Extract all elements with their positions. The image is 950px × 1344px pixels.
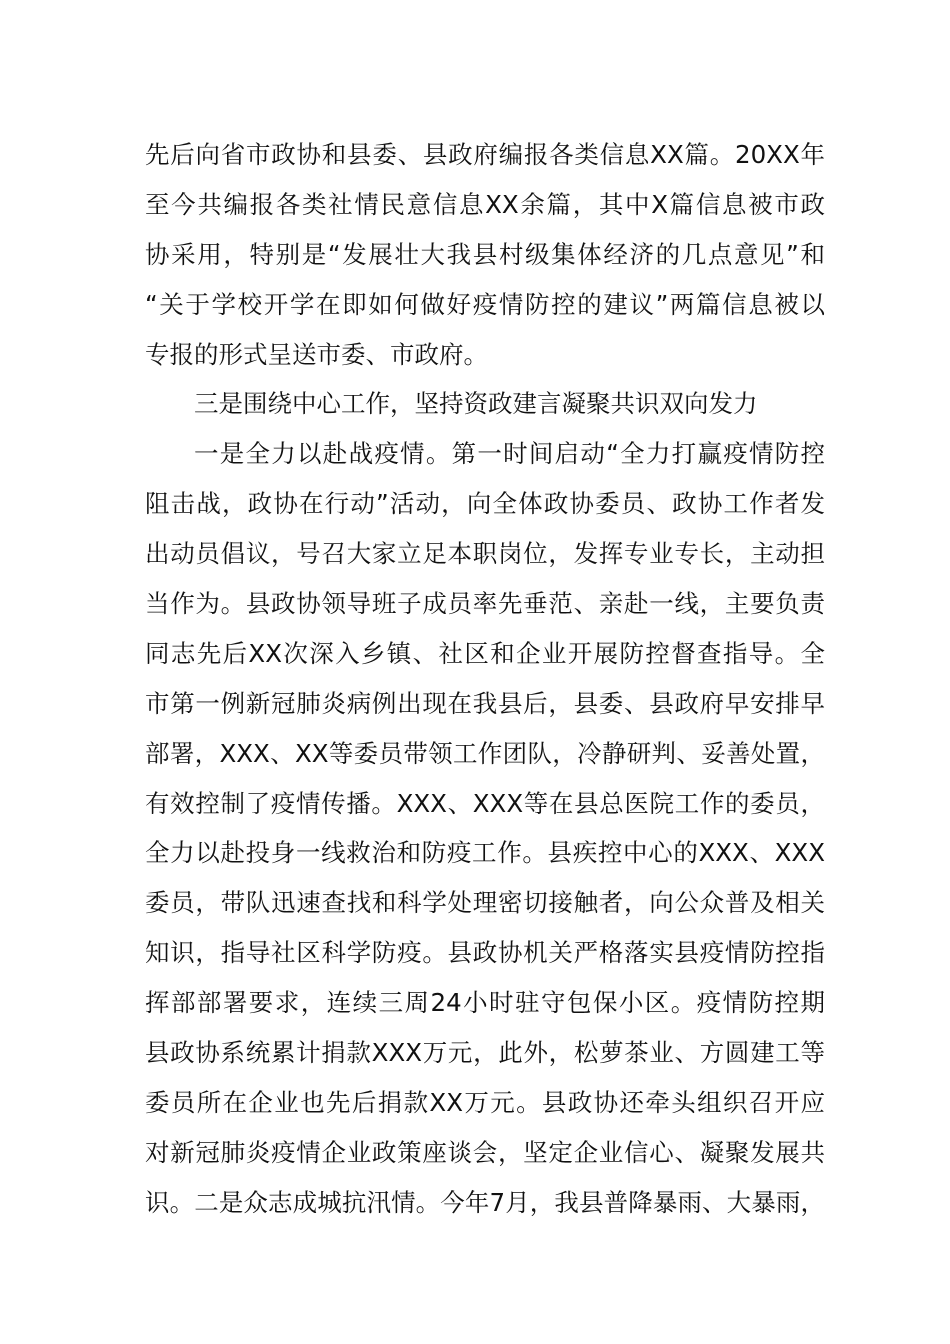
paragraph-line: 委员，带队迅速查找和科学处理密切接触者，向公众普及相关 bbox=[145, 888, 825, 918]
paragraph-line: 委员所在企业也先后捐款XX万元。县政协还牵头组织召开应 bbox=[145, 1087, 825, 1117]
paragraph-line: 同志先后XX次深入乡镇、社区和企业开展防控督查指导。全 bbox=[145, 638, 825, 668]
paragraph-line: 识。二是众志成城抗汛情。今年7月，我县普降暴雨、大暴雨， bbox=[145, 1187, 825, 1217]
paragraph-line: 对新冠肺炎疫情企业政策座谈会，坚定企业信心、凝聚发展共 bbox=[145, 1137, 825, 1167]
body-text bbox=[145, 130, 825, 1228]
paragraph-line: 知识，指导社区科学防疫。县政协机关严格落实县疫情防控指 bbox=[145, 938, 825, 968]
paragraph-line: 当作为。县政协领导班子成员率先垂范、亲赴一线，主要负责 bbox=[145, 589, 825, 619]
paragraph-line: 协采用，特别是“发展壮大我县村级集体经济的几点意见”和 bbox=[145, 239, 825, 269]
paragraph-line: 阻击战，政协在行动”活动，向全体政协委员、政协工作者发 bbox=[145, 489, 825, 519]
paragraph-line: 全力以赴投身一线救治和防疫工作。县疾控中心的XXX、XXX bbox=[145, 838, 825, 868]
paragraph-line: 出动员倡议，号召大家立足本职岗位，发挥专业专长，主动担 bbox=[145, 539, 825, 569]
paragraph-line: 一是全力以赴战疫情。第一时间启动“全力打赢疫情防控 bbox=[194, 439, 825, 469]
paragraph-line: 挥部部署要求，连续三周24小时驻守包保小区。疫情防控期 bbox=[145, 988, 825, 1018]
paragraph-line: 市第一例新冠肺炎病例出现在我县后，县委、县政府早安排早 bbox=[145, 688, 825, 718]
paragraph-line: 至今共编报各类社情民意信息XX余篇，其中X篇信息被市政 bbox=[145, 189, 825, 219]
paragraph-line: “关于学校开学在即如何做好疫情防控的建议”两篇信息被以 bbox=[145, 289, 825, 319]
paragraph-line: 县政协系统累计捐款XXX万元，此外，松萝茶业、方圆建工等 bbox=[145, 1038, 825, 1068]
paragraph-line: 专报的形式呈送市委、市政府。 bbox=[145, 339, 488, 369]
paragraph-line: 部署，XXX、XX等委员带领工作团队，冷静研判、妥善处置， bbox=[145, 738, 825, 768]
paragraph-line: 有效控制了疫情传播。XXX、XXX等在县总医院工作的委员， bbox=[145, 788, 825, 818]
paragraph-line: 先后向省市政协和县委、县政府编报各类信息XX篇。20XX年 bbox=[145, 140, 825, 169]
section-heading: 三是围绕中心工作，坚持资政建言凝聚共识双向发力 bbox=[194, 389, 758, 419]
